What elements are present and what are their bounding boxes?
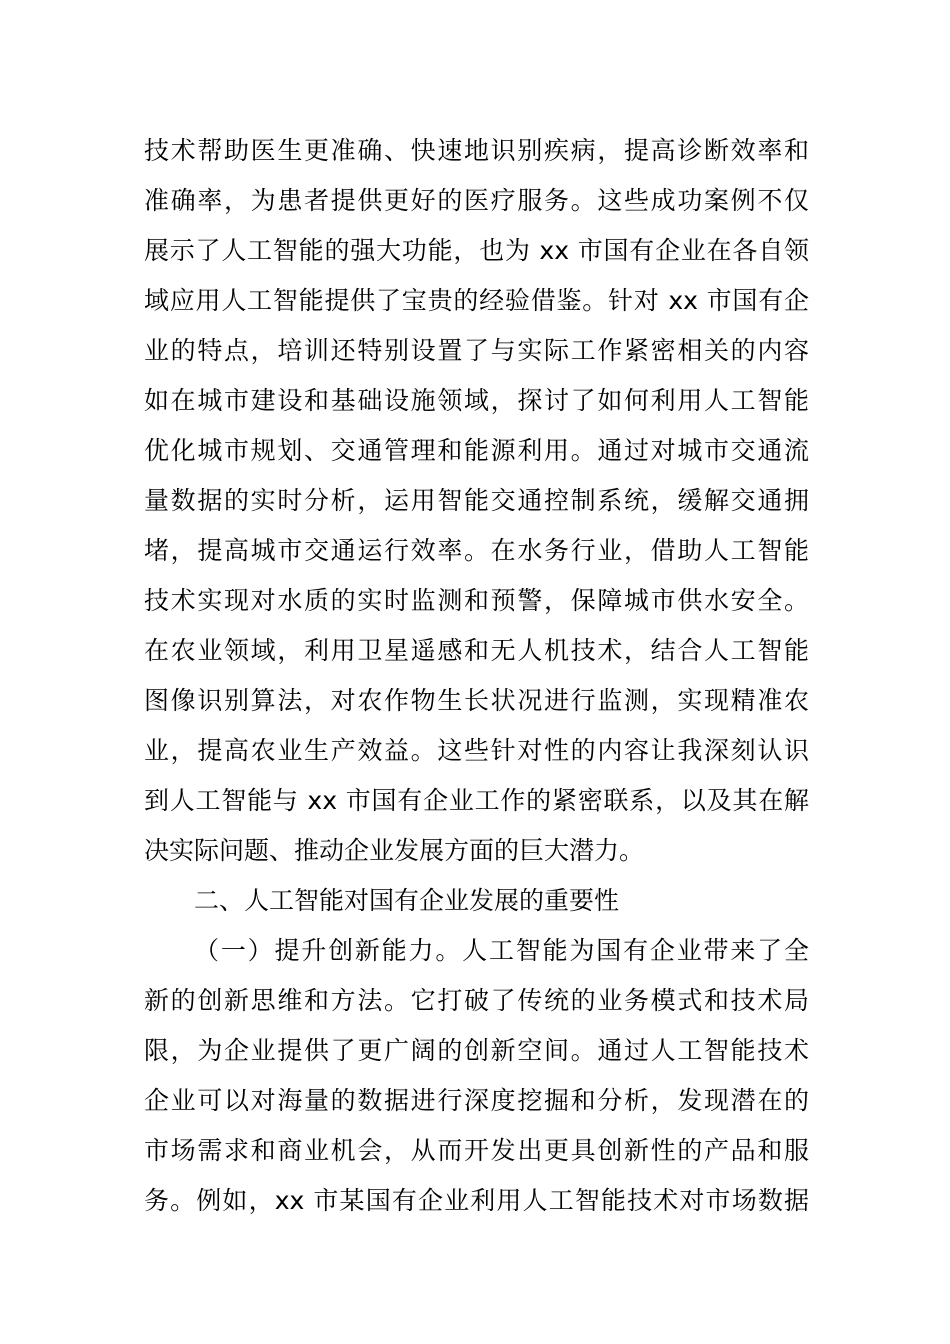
paragraph-line: 限，为企业提供了更广阔的创新空间。通过人工智能技术 [144,1036,809,1065]
paragraph-line: 企业可以对海量的数据进行深度挖掘和分析，发现潜在的 [144,1086,809,1115]
paragraph-line: 在农业领域，利用卫星遥感和无人机技术，结合人工智能 [144,636,809,665]
paragraph-line: 业，提高农业生产效益。这些针对性的内容让我深刻认识 [144,736,809,765]
paragraph-line: 域应用人工智能提供了宝贵的经验借鉴。针对 xx 市国有企 [144,286,809,315]
paragraph-line: 如在城市建设和基础设施领域，探讨了如何利用人工智能 [144,386,809,415]
paragraph-line: 图像识别算法，对农作物生长状况进行监测，实现精准农 [144,686,809,715]
subsection-heading-line: （一）提升创新能力。人工智能为国有企业带来了全 [194,936,809,965]
paragraph-line: 量数据的实时分析，运用智能交通控制系统，缓解交通拥 [144,486,809,515]
paragraph-line: 市场需求和商业机会，从而开发出更具创新性的产品和服 [144,1136,809,1165]
paragraph-line: 优化城市规划、交通管理和能源利用。通过对城市交通流 [144,436,809,465]
paragraph-line: 决实际问题、推动企业发展方面的巨大潜力。 [144,836,645,865]
paragraph-line: 技术实现对水质的实时监测和预警，保障城市供水安全。 [144,586,809,615]
paragraph-line: 堵，提高城市交通运行效率。在水务行业，借助人工智能 [144,536,809,565]
paragraph-line: 业的特点，培训还特别设置了与实际工作紧密相关的内容 [144,336,809,365]
paragraph-line: 到人工智能与 xx 市国有企业工作的紧密联系，以及其在解 [144,786,809,815]
section-heading: 二、人工智能对国有企业发展的重要性 [194,886,620,915]
paragraph-line: 展示了人工智能的强大功能，也为 xx 市国有企业在各自领 [144,236,809,265]
paragraph-line: 准确率，为患者提供更好的医疗服务。这些成功案例不仅 [144,186,809,215]
body-text [144,126,809,1226]
paragraph-line: 技术帮助医生更准确、快速地识别疾病，提高诊断效率和 [144,136,809,165]
paragraph-line: 务。例如，xx 市某国有企业利用人工智能技术对市场数据 [144,1186,809,1215]
paragraph-line: 新的创新思维和方法。它打破了传统的业务模式和技术局 [144,986,809,1015]
